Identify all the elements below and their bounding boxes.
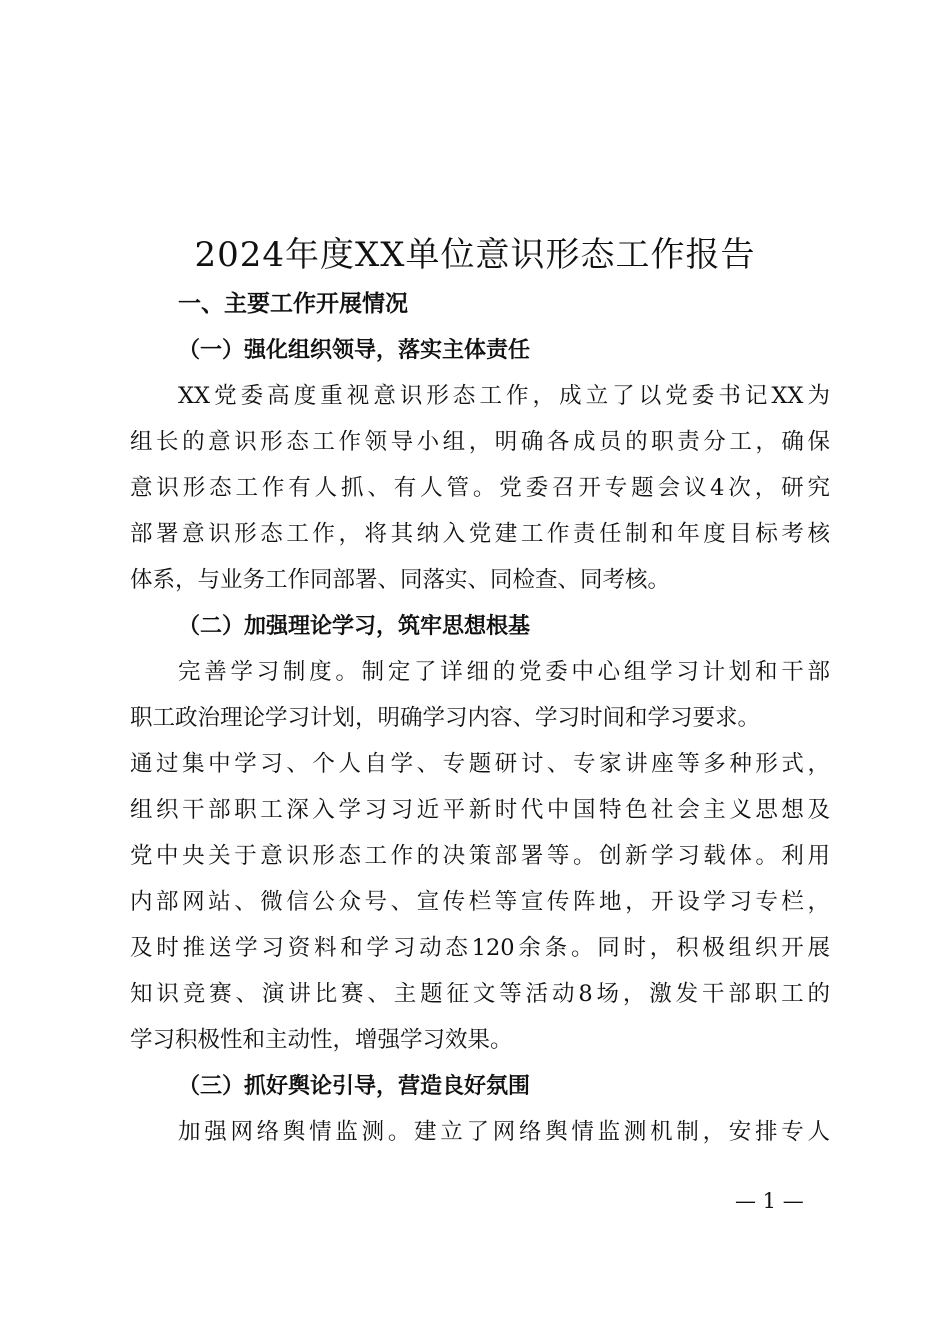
- document-title: 2024年度XX单位意识形态工作报告: [194, 235, 756, 275]
- section-heading: 一、主要工作开展情况: [178, 291, 408, 317]
- subsection-heading-3: （三）抓好舆论引导，营造良好氛围: [178, 1073, 531, 1099]
- paragraph-line: 及时推送学习资料和学习动态120余条。同时，积极组织开展: [130, 935, 830, 961]
- paragraph-line: 加强网络舆情监测。建立了网络舆情监测机制，安排专人: [178, 1119, 830, 1145]
- paragraph-line: 组织干部职工深入学习习近平新时代中国特色社会主义思想及: [130, 797, 830, 823]
- paragraph-line: 党中央关于意识形态工作的决策部署等。创新学习载体。利用: [130, 843, 830, 869]
- paragraph-line: 学习积极性和主动性，增强学习效果。: [130, 1027, 513, 1053]
- paragraph-line: 完善学习制度。制定了详细的党委中心组学习计划和干部: [178, 659, 830, 685]
- paragraph-line: 组长的意识形态工作领导小组，明确各成员的职责分工，确保: [130, 429, 830, 455]
- paragraph-line: 知识竞赛、演讲比赛、主题征文等活动8场，激发干部职工的: [130, 981, 830, 1007]
- paragraph-line: 体系，与业务工作同部署、同落实、同检查、同考核。: [130, 567, 671, 593]
- subsection-heading-2: （二）加强理论学习，筑牢思想根基: [178, 613, 531, 639]
- subsection-heading-1: （一）强化组织领导，落实主体责任: [178, 337, 531, 363]
- paragraph-line: 职工政治理论学习计划，明确学习内容、学习时间和学习要求。: [130, 705, 761, 731]
- paragraph-line: 内部网站、微信公众号、宣传栏等宣传阵地，开设学习专栏，: [130, 889, 830, 915]
- page-number: — 1 —: [735, 1189, 804, 1213]
- paragraph-line: 意识形态工作有人抓、有人管。党委召开专题会议4次，研究: [130, 475, 830, 501]
- paragraph-line: 部署意识形态工作，将其纳入党建工作责任制和年度目标考核: [130, 521, 830, 547]
- paragraph-line: 通过集中学习、个人自学、专题研讨、专家讲座等多种形式，: [130, 751, 830, 777]
- paragraph-line: XX党委高度重视意识形态工作，成立了以党委书记XX为: [178, 383, 830, 409]
